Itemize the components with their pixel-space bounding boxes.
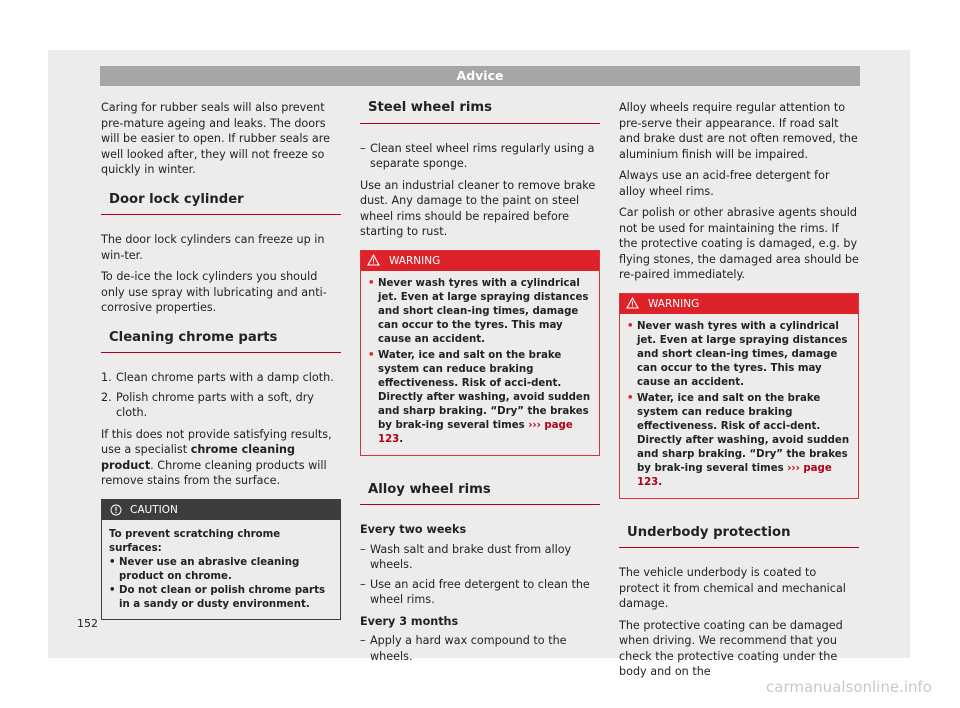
list-item (360, 633, 600, 664)
underbody-paragraph-2: The protective coating can be damaged when driving. We recommend that you check the protective coating under the body and on the (619, 618, 843, 678)
intro-paragraph: Caring for rubber seals will also prevent pre-mature ageing and leaks. The doors will be easier to open. If rubber seals are well looked after, they will not freeze so quickly in winter. (101, 101, 330, 176)
dash-icon: – (360, 634, 366, 647)
warning-item-text: Water, ice and salt on the brake system can reduce braking effectiveness. Risk of acci-dent. Directly after washing, avoid sudden and sharp braking. “Dry” the brakes by brak-ing several times (378, 349, 591, 431)
warning-header (620, 294, 858, 314)
step-number: 1. (101, 371, 112, 384)
caution-item (109, 556, 333, 584)
door-lock-paragraph-2: To de-ice the lock cylinders you should only use spray with lubricating and anti-corrosive properties. (101, 270, 327, 314)
bullet-icon: • (627, 392, 634, 404)
list-item (360, 577, 600, 608)
section-title-underbody: Underbody protection (619, 525, 859, 549)
bullet-icon: • (109, 584, 116, 596)
alloy-paragraph-3: Car polish or other abrasive agents should not be used for maintaining the rims. If the protective coating is damaged, e.g. by flying stones, the damaged area should be re-paired immediately. (619, 206, 859, 281)
alloy-paragraph-2: Always use an acid-free detergent for alloy wheel rims. (619, 169, 830, 198)
warning-item-text: Never wash tyres with a cylindrical jet. Even at large spraying distances and short clean-ing times, damage can occur to the tyres. This may cause an accident. (637, 320, 848, 388)
chapter-header: Advice (100, 66, 860, 86)
chrome-text-start: If this does not provide satisfying results, use a specialist (101, 427, 332, 456)
warning-box (619, 293, 859, 499)
list-item-text: Wash salt and brake dust from alloy wheels. (370, 542, 572, 571)
bullet-icon: • (368, 277, 375, 289)
column-left (101, 100, 341, 620)
chrome-product-term: chrome cleaning product (101, 443, 296, 472)
page-reference-link[interactable]: ››› page 123 (378, 419, 573, 445)
dash-icon: – (360, 577, 366, 591)
steel-dash-list (360, 141, 600, 172)
warning-body (361, 271, 599, 455)
caution-box (101, 499, 341, 620)
three-months-list (360, 633, 600, 664)
warning-item (368, 349, 592, 447)
step-number: 2. (101, 390, 112, 404)
list-item (360, 542, 600, 573)
column-right (619, 100, 859, 686)
caution-item-text: Never use an abrasive cleaning product on chrome. (119, 556, 300, 582)
caution-label: CAUTION (130, 503, 178, 516)
bullet-icon: • (627, 320, 634, 332)
two-weeks-list (360, 542, 600, 608)
bullet-icon: • (368, 349, 375, 361)
bullet-icon: • (109, 556, 116, 568)
column-middle (360, 100, 600, 670)
dash-icon: – (360, 141, 366, 155)
caution-lead: To prevent scratching chrome surfaces: (109, 528, 281, 554)
warning-item (627, 320, 851, 390)
underbody-paragraph-1: The vehicle underbody is coated to protect it from chemical and mechanical damage. (619, 566, 846, 610)
chrome-steps-list (101, 370, 341, 421)
door-lock-paragraph-1: The door lock cylinders can freeze up in win-ter. (101, 233, 325, 262)
caution-body (102, 520, 340, 619)
warning-item-text: Water, ice and salt on the brake system can reduce braking effectiveness. Risk of acci-dent. Directly after washing, avoid sudden and sharp braking. “Dry” the brakes by brak-ing several times (637, 392, 850, 474)
caution-icon (110, 504, 122, 516)
list-item-text: Apply a hard wax compound to the wheels. (370, 634, 567, 663)
watermark: carmanualsonline.info (766, 678, 932, 696)
chrome-paragraph (101, 427, 341, 489)
alloy-paragraph-1: Alloy wheels require regular attention to pre-serve their appearance. If road salt and brake dust are not often removed, the aluminium finish will be impaired. (619, 101, 858, 161)
caution-header (102, 500, 340, 520)
warning-item-text: Never wash tyres with a cylindrical jet. Even at large spraying distances and short clean-ing times, damage can occur to the tyres. This may cause an accident. (378, 277, 589, 345)
warning-item-end: . (399, 433, 404, 445)
section-title-chrome: Cleaning chrome parts (101, 330, 341, 354)
section-title-steel: Steel wheel rims (360, 100, 600, 124)
steel-paragraph: Use an industrial cleaner to remove brake dust. Any damage to the paint on steel wheel rims should be repaired before starting to rust. (360, 178, 596, 238)
page-number: 152 (77, 617, 98, 630)
warning-label: WARNING (648, 297, 700, 310)
list-item (360, 141, 600, 172)
chrome-text-end: . Chrome cleaning products will remove stains from the surface. (101, 458, 327, 487)
warning-item-end: . (658, 476, 663, 488)
step-text: Clean chrome parts with a damp cloth. (116, 371, 334, 384)
list-item (101, 390, 341, 421)
warning-triangle-icon (367, 254, 380, 266)
step-text: Polish chrome parts with a soft, dry cloth. (116, 390, 314, 419)
warning-label: WARNING (389, 254, 441, 267)
warning-item (627, 392, 851, 490)
warning-body (620, 314, 858, 498)
warning-triangle-icon (626, 297, 639, 309)
dash-icon: – (360, 542, 366, 556)
list-item-text: Use an acid free detergent to clean the wheel rims. (370, 577, 590, 606)
page-reference-link[interactable]: ››› page 123 (637, 462, 832, 488)
warning-box (360, 250, 600, 456)
caution-item (109, 584, 333, 612)
every-three-months-heading: Every 3 months (360, 614, 459, 628)
list-item-text: Clean steel wheel rims regularly using a separate sponge. (370, 141, 595, 170)
list-item (101, 370, 341, 386)
section-title-alloy: Alloy wheel rims (360, 482, 600, 506)
section-title-door-lock: Door lock cylinder (101, 192, 341, 216)
warning-item (368, 277, 592, 347)
warning-header (361, 251, 599, 271)
caution-item-text: Do not clean or polish chrome parts in a sandy or dusty environment. (119, 584, 326, 610)
every-two-weeks-heading: Every two weeks (360, 523, 467, 536)
